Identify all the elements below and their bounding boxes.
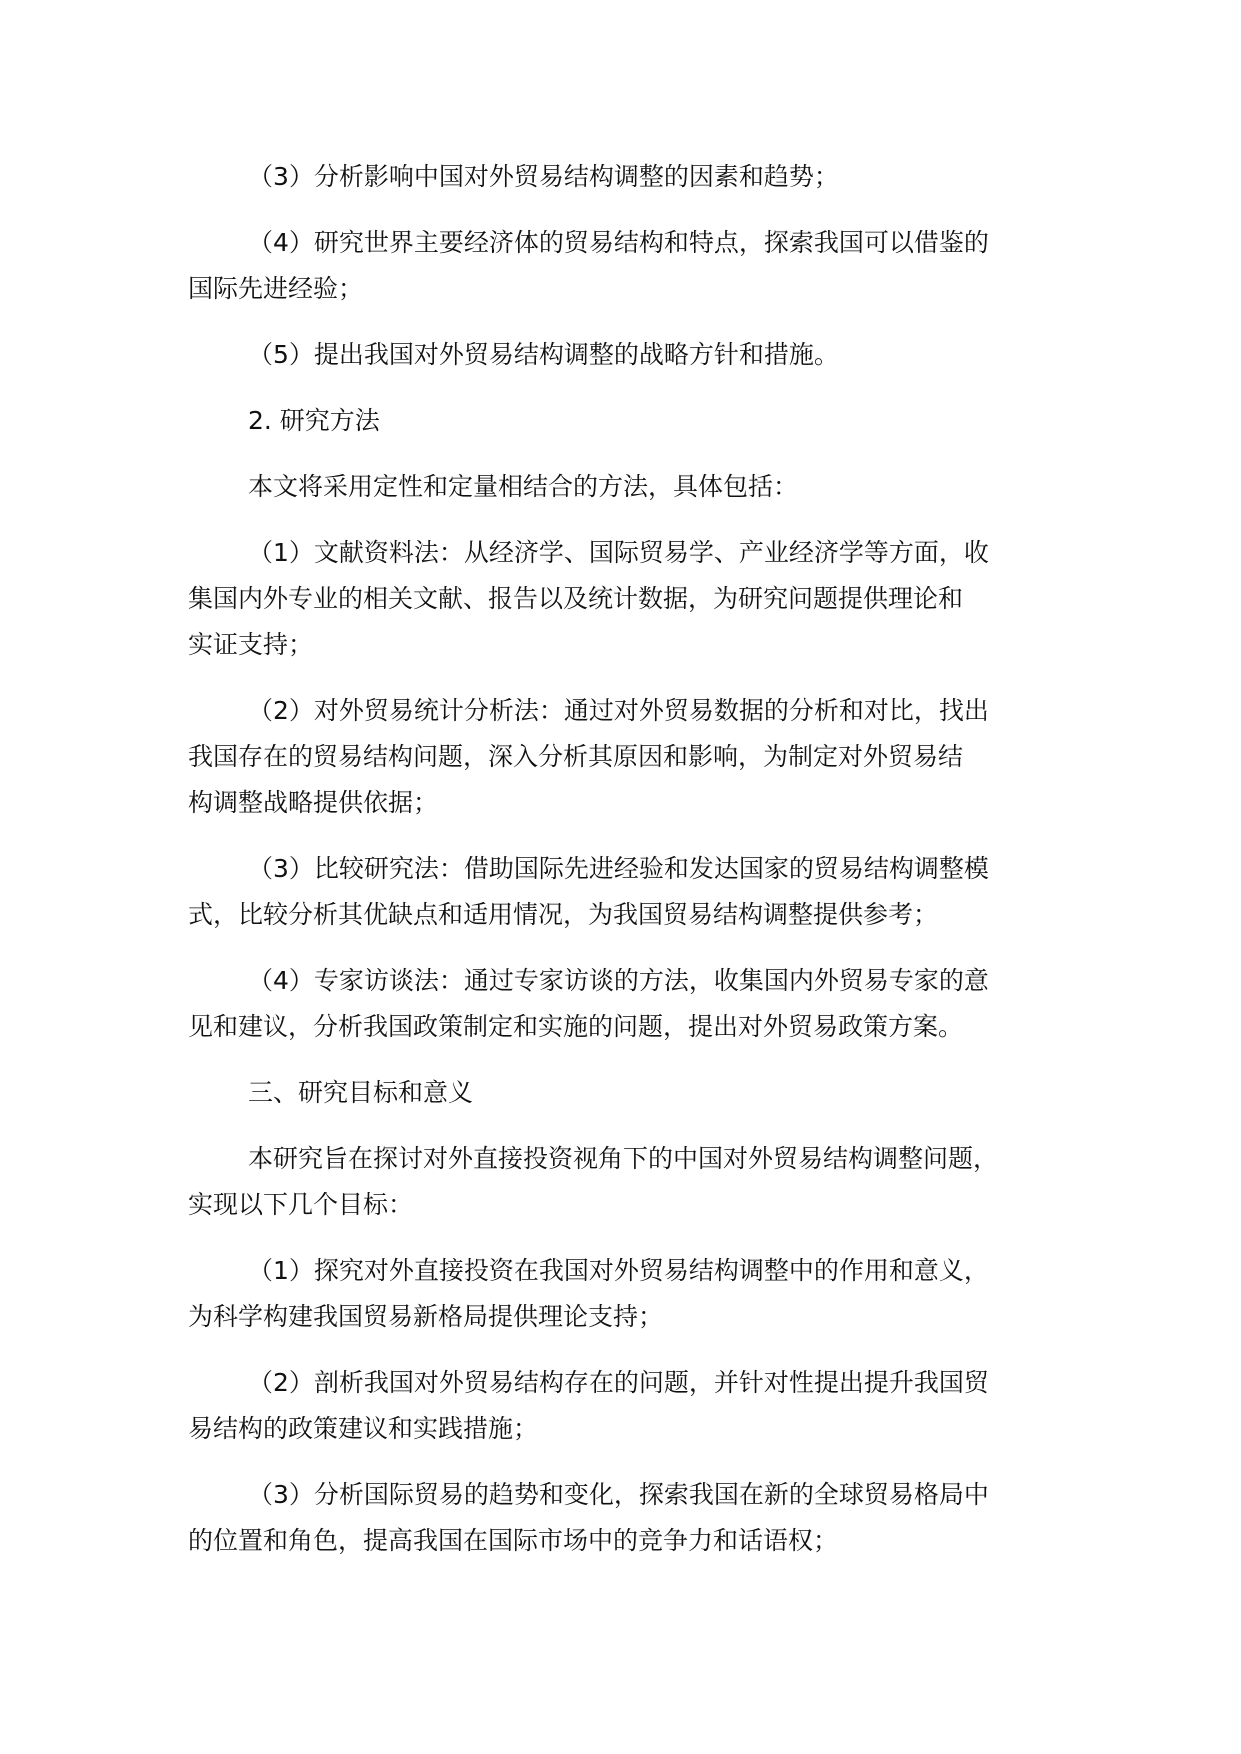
text-line: （5）提出我国对外贸易结构调整的战略方针和措施。 bbox=[248, 340, 839, 369]
paragraph bbox=[188, 220, 1088, 312]
text-line: （4）专家访谈法：通过专家访谈的方法，收集国内外贸易专家的意 bbox=[248, 966, 989, 995]
text-line: 实证支持； bbox=[188, 630, 314, 659]
paragraph bbox=[188, 1472, 1088, 1564]
text-line: （2）剖析我国对外贸易结构存在的问题，并针对性提出提升我国贸 bbox=[248, 1368, 989, 1397]
section-heading bbox=[188, 1070, 1088, 1116]
paragraph bbox=[188, 1136, 1088, 1228]
paragraph bbox=[188, 332, 1088, 378]
text-line: （4）研究世界主要经济体的贸易结构和特点，探索我国可以借鉴的 bbox=[248, 228, 989, 257]
paragraph bbox=[188, 958, 1088, 1050]
text-line: （3）分析国际贸易的趋势和变化，探索我国在新的全球贸易格局中 bbox=[248, 1480, 989, 1509]
paragraph bbox=[188, 688, 1088, 826]
text-line: （1）探究对外直接投资在我国对外贸易结构调整中的作用和意义， bbox=[248, 1256, 989, 1285]
text-line: 2. 研究方法 bbox=[248, 406, 380, 435]
section-heading bbox=[188, 398, 1088, 444]
text-line: 集国内外专业的相关文献、报告以及统计数据，为研究问题提供理论和 bbox=[188, 584, 964, 613]
text-line: 易结构的政策建议和实践措施； bbox=[188, 1414, 539, 1443]
text-line: （2）对外贸易统计分析法：通过对外贸易数据的分析和对比，找出 bbox=[248, 696, 989, 725]
document-page bbox=[188, 154, 1088, 1564]
paragraph bbox=[188, 530, 1088, 668]
text-line: 为科学构建我国贸易新格局提供理论支持； bbox=[188, 1302, 664, 1331]
text-line: 我国存在的贸易结构问题，深入分析其原因和影响，为制定对外贸易结 bbox=[188, 742, 964, 771]
text-line: 本研究旨在探讨对外直接投资视角下的中国对外贸易结构调整问题， bbox=[248, 1144, 999, 1173]
paragraph bbox=[188, 846, 1088, 938]
text-line: 式，比较分析其优缺点和适用情况，为我国贸易结构调整提供参考； bbox=[188, 900, 939, 929]
text-line: 三、研究目标和意义 bbox=[248, 1078, 474, 1107]
text-line: 见和建议，分析我国政策制定和实施的问题，提出对外贸易政策方案。 bbox=[188, 1012, 964, 1041]
text-line: （1）文献资料法：从经济学、国际贸易学、产业经济学等方面，收 bbox=[248, 538, 989, 567]
paragraph bbox=[188, 1360, 1088, 1452]
text-line: 的位置和角色，提高我国在国际市场中的竞争力和话语权； bbox=[188, 1526, 839, 1555]
paragraph bbox=[188, 464, 1088, 510]
paragraph bbox=[188, 154, 1088, 200]
text-line: （3）分析影响中国对外贸易结构调整的因素和趋势； bbox=[248, 162, 839, 191]
text-line: 国际先进经验； bbox=[188, 274, 364, 303]
text-line: （3）比较研究法：借助国际先进经验和发达国家的贸易结构调整模 bbox=[248, 854, 989, 883]
text-line: 实现以下几个目标： bbox=[188, 1190, 414, 1219]
paragraph bbox=[188, 1248, 1088, 1340]
text-line: 构调整战略提供依据； bbox=[188, 788, 439, 817]
text-line: 本文将采用定性和定量相结合的方法，具体包括： bbox=[248, 472, 799, 501]
